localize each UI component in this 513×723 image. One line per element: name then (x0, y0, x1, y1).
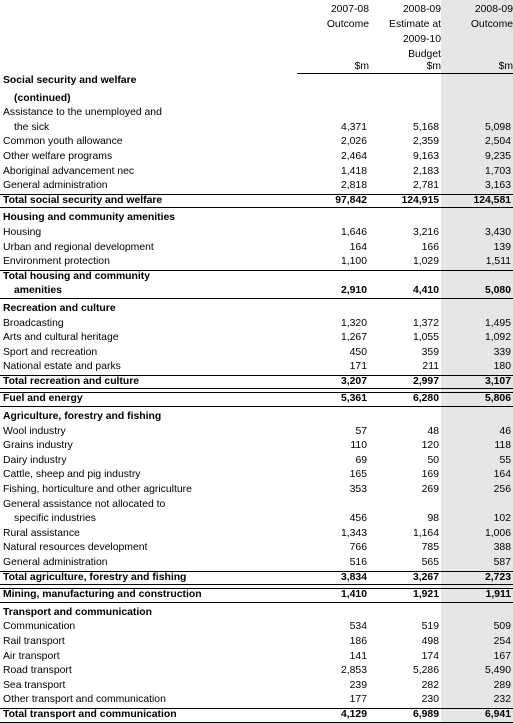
table-row (0, 179, 513, 194)
cell-value: 3,834 (340, 571, 367, 583)
row-label: Housing (3, 226, 42, 238)
cell-value: 587 (493, 557, 511, 568)
section-heading (0, 410, 513, 425)
row-label: Agriculture, forestry and fishing (3, 411, 162, 423)
column-header-line: Outcome (326, 19, 369, 30)
cell-value: 353 (349, 484, 367, 496)
row-rule (0, 571, 513, 572)
row-rule (0, 388, 513, 389)
row-rule (0, 375, 513, 376)
cell-value: 450 (349, 346, 367, 358)
section-heading (0, 92, 513, 107)
cell-value: 232 (493, 694, 511, 706)
cell-value: 2,359 (412, 136, 439, 148)
column-unit: $m (498, 61, 513, 72)
cell-value: 1,343 (340, 527, 367, 539)
cell-value: 98 (427, 513, 439, 525)
cell-value: 9,235 (484, 150, 511, 162)
table-row (0, 693, 513, 708)
cell-value: 2,781 (412, 180, 439, 192)
cell-value: 1,029 (412, 256, 439, 268)
cell-value: 1,495 (484, 317, 511, 329)
cell-value: 1,703 (484, 165, 511, 177)
cell-value: 3,207 (340, 375, 367, 387)
table-row (0, 106, 513, 121)
row-label: Fuel and energy (3, 393, 83, 405)
row-label: Urban and regional development (3, 241, 154, 253)
cell-value: 1,092 (484, 332, 511, 344)
row-label: specific industries (14, 513, 97, 525)
cell-value: 180 (493, 361, 511, 373)
row-label: Rural assistance (3, 527, 80, 539)
row-rule (0, 194, 513, 195)
cell-value: 50 (427, 454, 439, 466)
row-label: Wool industry (3, 425, 66, 437)
row-label: Total housing and community (3, 270, 151, 282)
cell-value: 534 (349, 621, 367, 633)
row-label: Air transport (3, 650, 60, 662)
cell-value: 186 (349, 635, 367, 647)
cell-value: 3,267 (412, 571, 439, 583)
row-label: Broadcasting (3, 317, 64, 329)
section-heading (0, 211, 513, 226)
row-label: Transport and communication (3, 606, 152, 618)
row-rule (0, 392, 513, 393)
cell-value: 164 (493, 469, 511, 481)
cell-value: 164 (349, 241, 367, 253)
cell-value: 2,853 (340, 665, 367, 677)
row-label: Total social security and welfare (3, 194, 163, 206)
cell-value: 339 (493, 346, 511, 358)
row-label: Road transport (3, 665, 72, 677)
row-label: Social security and welfare (3, 75, 137, 86)
cell-value: 2,183 (412, 165, 439, 177)
row-label: Total transport and communication (3, 708, 177, 720)
cell-value: 69 (355, 454, 367, 466)
row-label: Grains industry (3, 440, 73, 452)
total-row (0, 194, 513, 209)
table-row (0, 454, 513, 469)
column-header-2008-09-estimate (369, 2, 441, 72)
table-row (0, 439, 513, 454)
row-label: Communication (3, 621, 76, 633)
table-row (0, 360, 513, 375)
cell-value: 3,430 (484, 226, 511, 238)
cell-value: 1,320 (340, 317, 367, 329)
total-row (0, 284, 513, 299)
cell-value: 4,410 (412, 285, 439, 297)
table-row (0, 512, 513, 527)
cell-value: 110 (350, 440, 367, 452)
column-header-line: 2008-09 (402, 4, 441, 15)
cell-value: 2,910 (340, 285, 367, 297)
cell-value: 282 (421, 679, 439, 691)
row-label: Sea transport (3, 679, 66, 691)
row-rule (0, 207, 513, 208)
column-header-line: 2007-08 (330, 4, 369, 15)
row-label: Environment protection (3, 256, 110, 268)
row-label: Dairy industry (3, 454, 67, 466)
cell-value: 1,418 (340, 165, 367, 177)
table-row (0, 317, 513, 332)
cell-value: 5,286 (412, 665, 439, 677)
cell-value: 1,410 (340, 589, 367, 601)
table-row (0, 226, 513, 241)
cell-value: 269 (421, 484, 439, 496)
cell-value: 498 (421, 635, 439, 647)
row-label: Arts and cultural heritage (3, 332, 119, 344)
total-row (0, 708, 513, 723)
category-row (0, 588, 513, 603)
cell-value: 4,129 (340, 708, 367, 720)
row-rule (0, 406, 513, 407)
row-label: General administration (3, 557, 108, 568)
column-unit: $m (354, 61, 369, 72)
table-row (0, 483, 513, 498)
row-rule (0, 588, 513, 589)
table-row (0, 556, 513, 571)
column-header-line: Budget (408, 49, 441, 60)
cell-value: 1,372 (412, 317, 439, 329)
section-heading (0, 606, 513, 621)
cell-value: 5,806 (484, 393, 511, 405)
table-row (0, 331, 513, 346)
cell-value: 2,723 (484, 571, 511, 583)
table-row (0, 121, 513, 136)
cell-value: 120 (421, 440, 439, 452)
row-label: Other welfare programs (3, 150, 113, 162)
column-header-line: 2008-09 (474, 4, 513, 15)
cell-value: 1,100 (340, 256, 367, 268)
cell-value: 3,163 (484, 180, 511, 192)
cell-value: 6,989 (412, 708, 439, 720)
cell-value: 97,842 (335, 194, 367, 206)
cell-value: 102 (493, 513, 511, 525)
cell-value: 9,163 (412, 150, 439, 162)
column-header-line: Outcome (470, 19, 513, 30)
table-row (0, 135, 513, 150)
row-label: the sick (14, 121, 50, 133)
total-row (0, 375, 513, 390)
cell-value: 166 (421, 241, 439, 253)
cell-value: 388 (493, 542, 511, 554)
cell-value: 139 (493, 241, 511, 253)
table-row (0, 346, 513, 361)
cell-value: 289 (493, 679, 511, 691)
column-header-line: 2009-10 (402, 34, 441, 45)
cell-value: 5,080 (484, 285, 511, 297)
table-row (0, 425, 513, 440)
cell-value: 3,216 (412, 226, 439, 238)
table-row (0, 650, 513, 665)
cell-value: 230 (421, 694, 439, 706)
row-label: Fishing, horticulture and other agriculture (3, 484, 192, 496)
row-label: Assistance to the unemployed and (3, 107, 162, 119)
row-rule (0, 298, 513, 299)
cell-value: 509 (493, 621, 511, 633)
cell-value: 124,581 (473, 194, 511, 206)
cell-value: 211 (422, 361, 439, 373)
table-row (0, 541, 513, 556)
cell-value: 4,371 (340, 121, 367, 133)
cell-value: 456 (349, 513, 367, 525)
cell-value: 2,997 (412, 375, 439, 387)
cell-value: 766 (349, 542, 367, 554)
column-header-line: Estimate at (389, 19, 441, 30)
row-label: Rail transport (3, 635, 65, 647)
row-label: Sport and recreation (3, 346, 98, 358)
row-label: National estate and parks (3, 361, 121, 373)
row-label: Housing and community amenities (3, 212, 176, 224)
row-rule (0, 708, 513, 709)
cell-value: 2,464 (340, 150, 367, 162)
cell-value: 55 (499, 454, 511, 466)
cell-value: 1,006 (484, 527, 511, 539)
cell-value: 5,098 (484, 121, 511, 133)
table-row (0, 255, 513, 270)
row-rule (0, 584, 513, 585)
table-body (0, 74, 513, 723)
cell-value: 46 (499, 425, 511, 437)
cell-value: 359 (421, 346, 439, 358)
row-label: Total agriculture, forestry and fishing (3, 571, 187, 583)
cell-value: 6,941 (484, 708, 511, 720)
table-row (0, 679, 513, 694)
table-row (0, 635, 513, 650)
cell-value: 1,511 (485, 256, 511, 268)
row-label: (continued) (14, 92, 71, 104)
cell-value: 1,267 (340, 332, 367, 344)
total-row (0, 270, 513, 285)
total-row (0, 571, 513, 586)
row-label: amenities (14, 285, 62, 297)
row-label: General administration (3, 180, 108, 192)
cell-value: 2,504 (484, 136, 511, 148)
cell-value: 239 (349, 679, 367, 691)
row-label: Aboriginal advancement nec (3, 165, 135, 177)
cell-value: 5,361 (340, 393, 367, 405)
row-label: General assistance not allocated to (3, 498, 166, 510)
cell-value: 171 (349, 361, 367, 373)
cell-value: 256 (493, 484, 511, 496)
cell-value: 1,055 (412, 332, 439, 344)
cell-value: 516 (349, 557, 367, 568)
row-label: Total recreation and culture (3, 375, 140, 387)
cell-value: 519 (421, 621, 439, 633)
cell-value: 141 (349, 650, 367, 662)
row-label: Common youth allowance (3, 136, 123, 148)
cell-value: 2,818 (340, 180, 367, 192)
row-rule (0, 602, 513, 603)
cell-value: 1,646 (340, 226, 367, 238)
cell-value: 1,164 (412, 527, 439, 539)
row-label: Mining, manufacturing and construction (3, 589, 202, 601)
table-row (0, 527, 513, 542)
cell-value: 124,915 (401, 194, 439, 206)
cell-value: 167 (493, 650, 511, 662)
cell-value: 785 (421, 542, 439, 554)
row-label: Natural resources development (3, 542, 148, 554)
row-rule (0, 722, 513, 723)
row-label: Other transport and communication (3, 694, 166, 706)
column-header-2008-09-outcome (441, 2, 513, 72)
column-unit: $m (426, 61, 441, 72)
cell-value: 565 (421, 557, 439, 568)
table-row (0, 165, 513, 180)
cell-value: 165 (349, 469, 367, 481)
cell-value: 177 (349, 694, 367, 706)
table-row (0, 150, 513, 165)
cell-value: 3,107 (484, 375, 511, 387)
category-row (0, 392, 513, 407)
cell-value: 174 (421, 650, 439, 662)
cell-value: 2,026 (340, 136, 367, 148)
table-row (0, 620, 513, 635)
row-rule (0, 270, 513, 271)
row-label: Cattle, sheep and pig industry (3, 469, 141, 481)
cell-value: 6,280 (412, 393, 439, 405)
cell-value: 1,911 (485, 589, 511, 601)
row-label: Recreation and culture (3, 302, 116, 314)
cell-value: 48 (427, 425, 439, 437)
cell-value: 169 (421, 469, 439, 481)
cell-value: 57 (355, 425, 367, 437)
cell-value: 254 (493, 635, 511, 647)
cell-value: 1,921 (412, 589, 439, 601)
section-heading (0, 74, 513, 89)
cell-value: 118 (494, 440, 511, 452)
cell-value: 5,490 (484, 665, 511, 677)
table-row (0, 664, 513, 679)
column-header-2007-08 (297, 2, 369, 72)
section-heading (0, 302, 513, 317)
table-row (0, 498, 513, 513)
cell-value: 5,168 (412, 121, 439, 133)
table-row (0, 468, 513, 483)
table-row (0, 241, 513, 256)
